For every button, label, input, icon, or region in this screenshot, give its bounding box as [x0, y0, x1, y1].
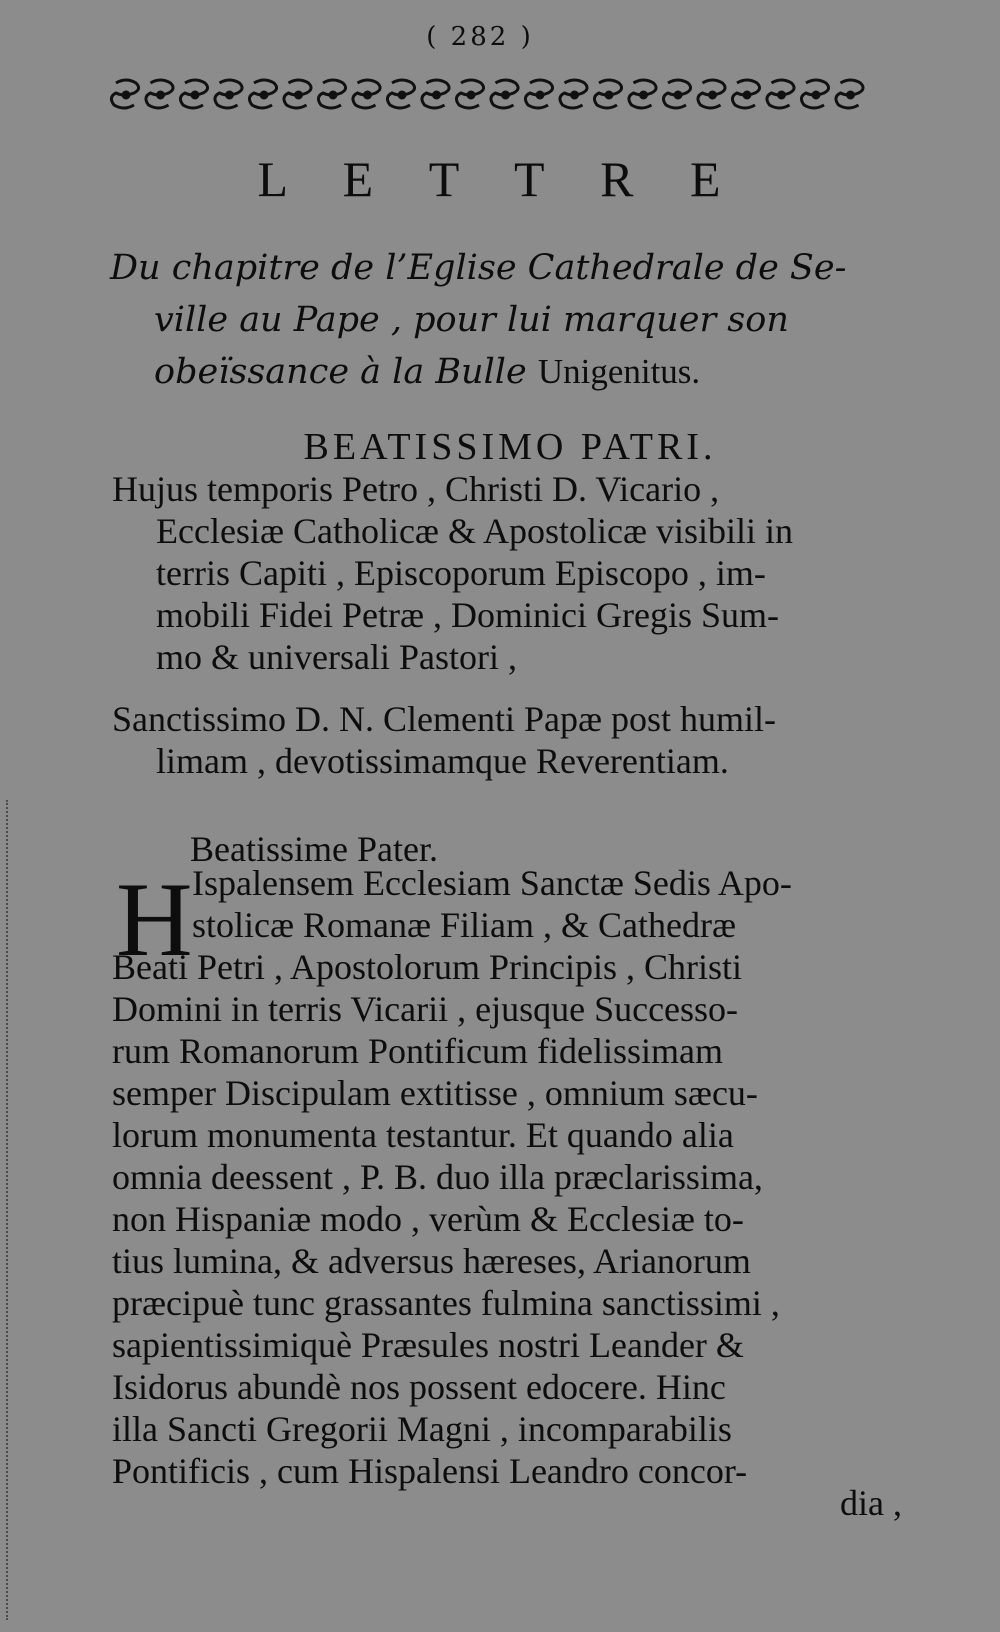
body-line: omnia deessent , P. B. duo illa præclarissima, [112, 1157, 763, 1197]
body-line: non Hispaniæ modo , verùm & Ecclesiæ to- [112, 1199, 744, 1239]
subtitle-line [110, 346, 900, 398]
body-line: Isidorus abundè nos possent edocere. Hinc [112, 1367, 726, 1407]
page-number: ( 282 ) [426, 22, 534, 52]
body-line: tius lumina, & adversus hæreses, Arianorum [112, 1241, 751, 1281]
body-line: Domini in terris Vicarii , ejusque Successo- [112, 989, 739, 1029]
body-line: lorum monumenta testantur. Et quando alia [112, 1115, 734, 1155]
subtitle-line: ville au Pape , pour lui marquer son [154, 300, 789, 340]
address-line: mo & universali Pastori , [156, 637, 517, 677]
body-line: Ispalensem Ecclesiam Sanctæ Sedis Apo- [192, 863, 792, 903]
body-line: Pontificis , cum Hispalensi Leandro concor- [112, 1451, 748, 1491]
body-line: rum Romanorum Pontificum fidelissimam [112, 1031, 723, 1071]
body-line: semper Discipulam extitisse , omnium sæcu- [112, 1073, 758, 1113]
letter-body [112, 862, 912, 1492]
address-line: Ecclesiæ Catholicæ & Apostolicæ visibili in [156, 511, 793, 551]
salutation-line: Sanctissimo D. N. Clementi Papæ post humil- [112, 699, 776, 739]
catchword: dia , [840, 1483, 902, 1523]
letter-subtitle [110, 242, 900, 398]
address-line: Hujus temporis Petro , Christi D. Vicario , [112, 469, 720, 509]
bull-name: Unigenitus. [537, 352, 701, 391]
address-line: mobili Fidei Petræ , Dominici Gregis Sum- [156, 595, 779, 635]
body-line: præcipuè tunc grassantes fulmina sanctissimi , [112, 1283, 780, 1323]
subtitle-text: obeïssance à la Bulle [154, 352, 538, 392]
body-line: Beati Petri , Apostolorum Principis , Christi [112, 947, 742, 987]
salutation-block [112, 698, 912, 782]
body-line: illa Sancti Gregorii Magni , incomparabilis [112, 1409, 732, 1449]
address-line: terris Capiti , Episcoporum Episcopo , im- [156, 553, 766, 593]
body-line: sapientissimiquè Præsules nostri Leander & [112, 1325, 744, 1365]
salutation-line: limam , devotissimamque Reverentiam. [156, 741, 729, 781]
letter-title: L E T T R E [257, 151, 743, 207]
ornamental-border [108, 75, 878, 115]
scan-edge-marks [6, 800, 12, 1620]
body-line: stolicæ Romanæ Filiam , & Cathedræ [192, 905, 736, 945]
address-block [112, 468, 912, 678]
drop-cap: H [116, 861, 193, 978]
subtitle-line: Du chapitre de l’Eglise Cathedrale de Se- [110, 248, 847, 288]
greeting: Beatissime Pater. [190, 829, 438, 869]
address-heading: BEATISSIMO PATRI. [303, 426, 717, 468]
